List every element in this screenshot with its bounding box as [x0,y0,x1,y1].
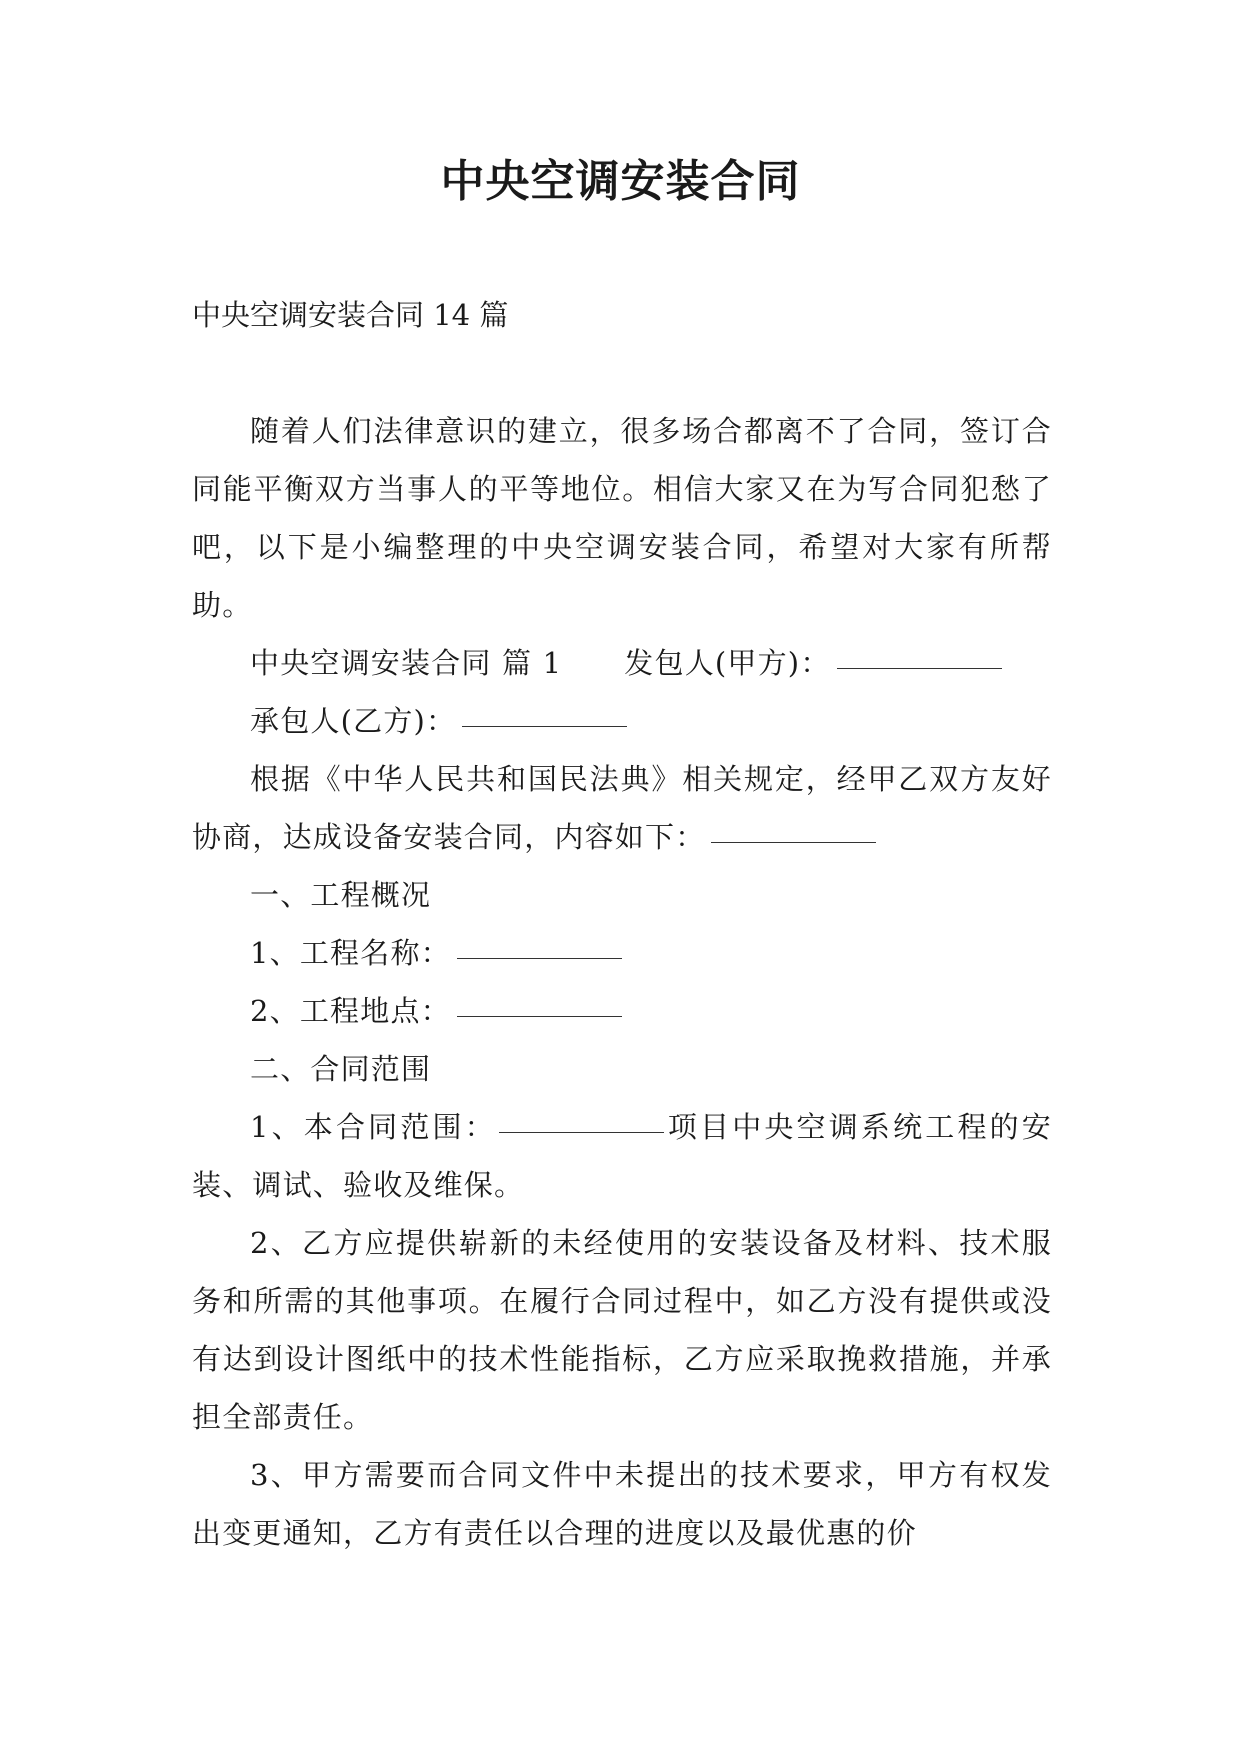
project-location-label: 2、工程地点： [250,994,451,1028]
section-head-line [192,634,1052,692]
basis-text: 根据《中华人民共和国民法典》相关规定，经甲乙双方友好协商，达成设备安装合同，内容如下： [192,762,1052,854]
document-subtitle: 中央空调安装合同 14 篇 [192,298,509,332]
party-b-line [192,692,1052,750]
basis-paragraph [192,750,1052,866]
document-body [192,286,1052,1562]
project-name-line [192,924,1052,982]
scope-item-1 [192,1098,1052,1214]
scope-item-3: 3、甲方需要而合同文件中未提出的技术要求，甲方有权发出变更通知，乙方有责任以合理的进度以及最优惠的价 [192,1458,1052,1550]
project-name-label: 1、工程名称： [250,936,451,970]
heading-contract-scope: 二、合同范围 [250,1052,432,1086]
heading-project-overview: 一、工程概况 [250,878,432,912]
document-title: 中央空调安装合同 [440,156,801,207]
section-head: 中央空调安装合同 篇 1 [250,646,563,680]
project-location-line [192,982,1052,1040]
scope-item-1-prefix: 1、本合同范围： [250,1110,497,1144]
basis-blank [711,841,876,843]
party-b-blank [462,725,627,727]
party-a-label: 发包人(甲方)： [624,646,831,680]
project-location-blank [457,1015,622,1017]
intro-paragraph: 随着人们法律意识的建立，很多场合都离不了合同，签订合同能平衡双方当事人的平等地位。相信大家又在为写合同犯愁了吧，以下是小编整理的中央空调安装合同，希望对大家有所帮助。 [192,414,1052,622]
scope-item-1-suffix: 项目中央空调系统工程的安装、调试、验收及维保。 [192,1110,1052,1202]
scope-item-1-blank [499,1131,664,1133]
party-a-blank [837,667,1002,669]
party-b-label: 承包人(乙方)： [250,704,457,738]
project-name-blank [457,957,622,959]
scope-item-2: 2、乙方应提供崭新的未经使用的安装设备及材料、技术服务和所需的其他事项。在履行合同过程中，如乙方没有提供或没有达到设计图纸中的技术性能指标，乙方应采取挽救措施，并承担全部责任。 [192,1226,1052,1434]
